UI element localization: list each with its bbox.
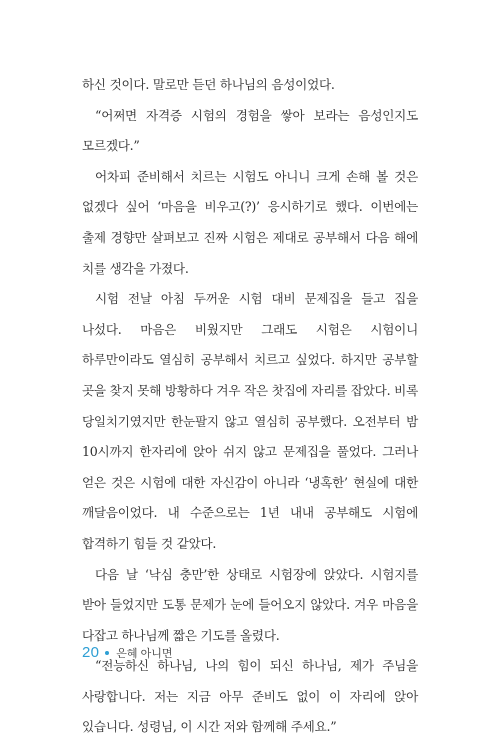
paragraph-4: 시험 전날 아침 두꺼운 시험 대비 문제집을 들고 집을 나섰다. 마음은 비웠지만 그래도 시험은 시험이니 하루만이라도 열심히 공부해서 치르고 싶었다. 하지만 공부할 곳을 찾지 못해 방황하다 겨우 작은 찻집에 자리를 잡았다. 비록 당일치기였지만 한눈팔지 않고 열심히 공부했다. 오전부터 밤 10시까지 한자리에 앉아 쉬지 않고 문제집을 풀었다. 그러나 얻은 것은 시험에 대한 자신감이 아니라 ‘냉혹한’ 현실에 대한 깨달음이었다. 내 수준으로는 1년 내내 공부해도 시험에 합격하기 힘들 것 같았다. (82, 291, 418, 551)
page-footer (82, 644, 172, 661)
paragraph-6: “전능하신 하나님, 나의 힘이 되신 하나님, 제가 주님을 사랑합니다. 저는 지금 아무 준비도 없이 이 자리에 앉아 있습니다. 성령님, 이 시간 저와 함께해 주세요.” (82, 658, 418, 735)
paragraph-3: 어차피 준비해서 치르는 시험도 아니니 크게 손해 볼 것은 없겠다 싶어 ‘마음을 비우고(?)’ 응시하기로 했다. 이번에는 출제 경향만 살펴보고 진짜 시험은 제대로 공부해서 다음 해에 치를 생각을 가졌다. (82, 168, 418, 276)
page-number: 20 (82, 644, 100, 661)
body-text (82, 70, 418, 743)
footer-bullet-icon (105, 651, 109, 655)
paragraph-1: 하신 것이다. 말로만 듣던 하나님의 음성이었다. (82, 77, 335, 92)
paragraph-5: 다음 날 ‘낙심 충만’한 상태로 시험장에 앉았다. 시험지를 받아 들었지만 도통 문제가 눈에 들어오지 않았다. 겨우 마음을 다잡고 하나님께 짧은 기도를 올렸다. (82, 566, 418, 643)
running-title: 은혜 아니면 (116, 647, 173, 660)
paragraph-2: “어쩌면 자격증 시험의 경험을 쌓아 보라는 음성인지도 모르겠다.” (82, 107, 418, 154)
